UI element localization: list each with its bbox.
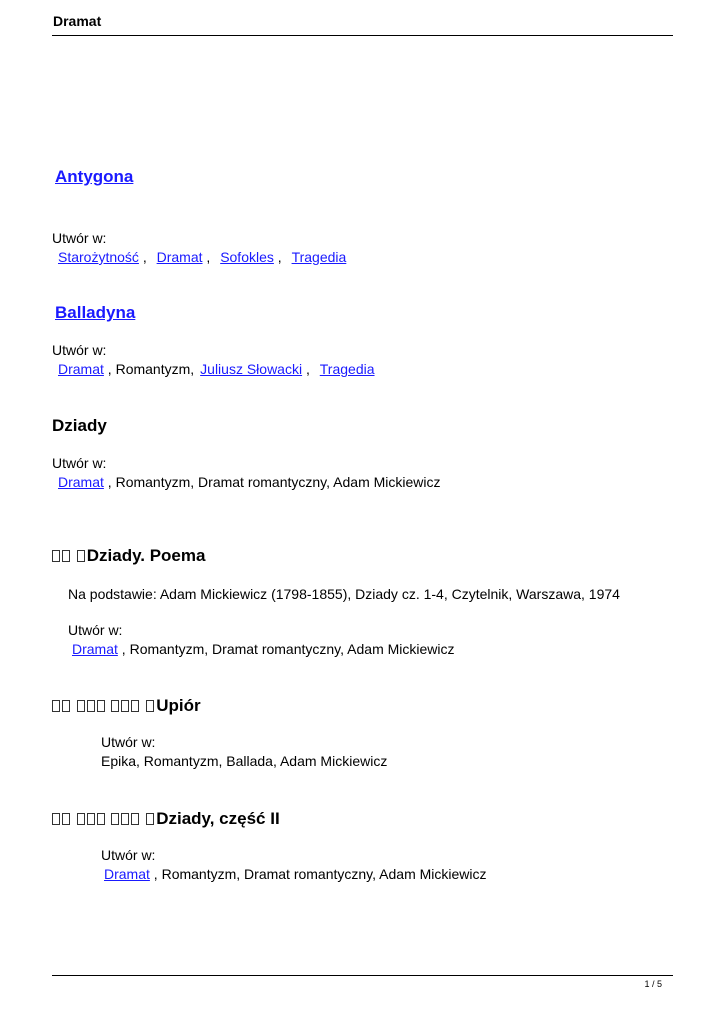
- category-link-dramat[interactable]: Dramat: [58, 361, 104, 377]
- balladyna-categories: Dramat , Romantyzm, Juliusz Słowacki , Tragedia: [58, 361, 375, 377]
- placeholder-box-icon: [121, 700, 129, 712]
- placeholder-box-icon: [52, 550, 60, 562]
- placeholder-box-icon: [77, 813, 85, 825]
- upior-categories: Epika, Romantyzm, Ballada, Adam Mickiewicz: [101, 753, 388, 769]
- category-text: Romantyzm, Dramat romantyczny, Adam Mickiewicz: [161, 866, 487, 882]
- czesc2-heading: [52, 809, 280, 829]
- placeholder-box-icon: [52, 700, 60, 712]
- category-link-dramat[interactable]: Dramat: [156, 249, 203, 265]
- upior-label: Utwór w:: [101, 734, 156, 750]
- placeholder-box-icon: [77, 550, 85, 562]
- upior-title: Upiór: [156, 696, 201, 715]
- category-link-sofokles[interactable]: Sofokles: [220, 249, 274, 265]
- balladyna-label: Utwór w:: [52, 342, 107, 358]
- upior-heading: [52, 696, 201, 716]
- page-number: 1 / 5: [644, 979, 662, 989]
- category-text: Romantyzm,: [115, 361, 195, 377]
- placeholder-box-icon: [62, 550, 70, 562]
- antygona-label: Utwór w:: [52, 230, 107, 246]
- czesc2-categories: Dramat , Romantyzm, Dramat romantyczny, Adam Mickiewicz: [104, 866, 487, 882]
- placeholder-box-icon: [111, 813, 119, 825]
- placeholder-box-icon: [131, 813, 139, 825]
- category-link-dramat[interactable]: Dramat: [72, 641, 118, 657]
- poema-source: Na podstawie: Adam Mickiewicz (1798-1855), Dziady cz. 1-4, Czytelnik, Warszawa, 1974: [68, 586, 620, 602]
- header-title: Dramat: [53, 13, 102, 29]
- placeholder-box-icon: [97, 813, 105, 825]
- antygona-title-link[interactable]: Antygona: [55, 167, 134, 186]
- category-link-juliusz-slowacki[interactable]: Juliusz Słowacki: [200, 361, 303, 377]
- placeholder-box-icon: [146, 700, 154, 712]
- category-text: Romantyzm, Dramat romantyczny, Adam Mickiewicz: [129, 641, 455, 657]
- placeholder-box-icon: [131, 700, 139, 712]
- placeholder-box-icon: [52, 813, 60, 825]
- placeholder-box-icon: [87, 700, 95, 712]
- category-link-starozytnosc[interactable]: Starożytność: [58, 249, 139, 265]
- poema-title: Dziady. Poema: [86, 546, 206, 565]
- placeholder-box-icon: [77, 700, 85, 712]
- category-link-tragedia[interactable]: Tragedia: [319, 361, 375, 377]
- dziady-title: Dziady: [52, 416, 107, 435]
- dziady-label: Utwór w:: [52, 455, 107, 471]
- czesc2-label: Utwór w:: [101, 847, 156, 863]
- category-link-tragedia[interactable]: Tragedia: [291, 249, 347, 265]
- placeholder-box-icon: [62, 700, 70, 712]
- footer-divider: [52, 975, 673, 976]
- poema-label: Utwór w:: [68, 622, 123, 638]
- category-link-dramat[interactable]: Dramat: [58, 474, 104, 490]
- placeholder-box-icon: [146, 813, 154, 825]
- placeholder-box-icon: [121, 813, 129, 825]
- category-link-dramat[interactable]: Dramat: [104, 866, 150, 882]
- poema-heading: [52, 546, 205, 566]
- placeholder-box-icon: [62, 813, 70, 825]
- balladyna-title-link[interactable]: Balladyna: [55, 303, 136, 322]
- placeholder-box-icon: [111, 700, 119, 712]
- dziady-categories: Dramat , Romantyzm, Dramat romantyczny, Adam Mickiewicz: [58, 474, 441, 490]
- antygona-categories: Starożytność , Dramat , Sofokles , Tragedia: [58, 249, 347, 265]
- placeholder-box-icon: [97, 700, 105, 712]
- category-text: Romantyzm, Dramat romantyczny, Adam Mickiewicz: [115, 474, 441, 490]
- poema-categories: Dramat , Romantyzm, Dramat romantyczny, Adam Mickiewicz: [72, 641, 455, 657]
- header-divider: [52, 35, 673, 36]
- placeholder-box-icon: [87, 813, 95, 825]
- czesc2-title: Dziady, część II: [156, 809, 280, 828]
